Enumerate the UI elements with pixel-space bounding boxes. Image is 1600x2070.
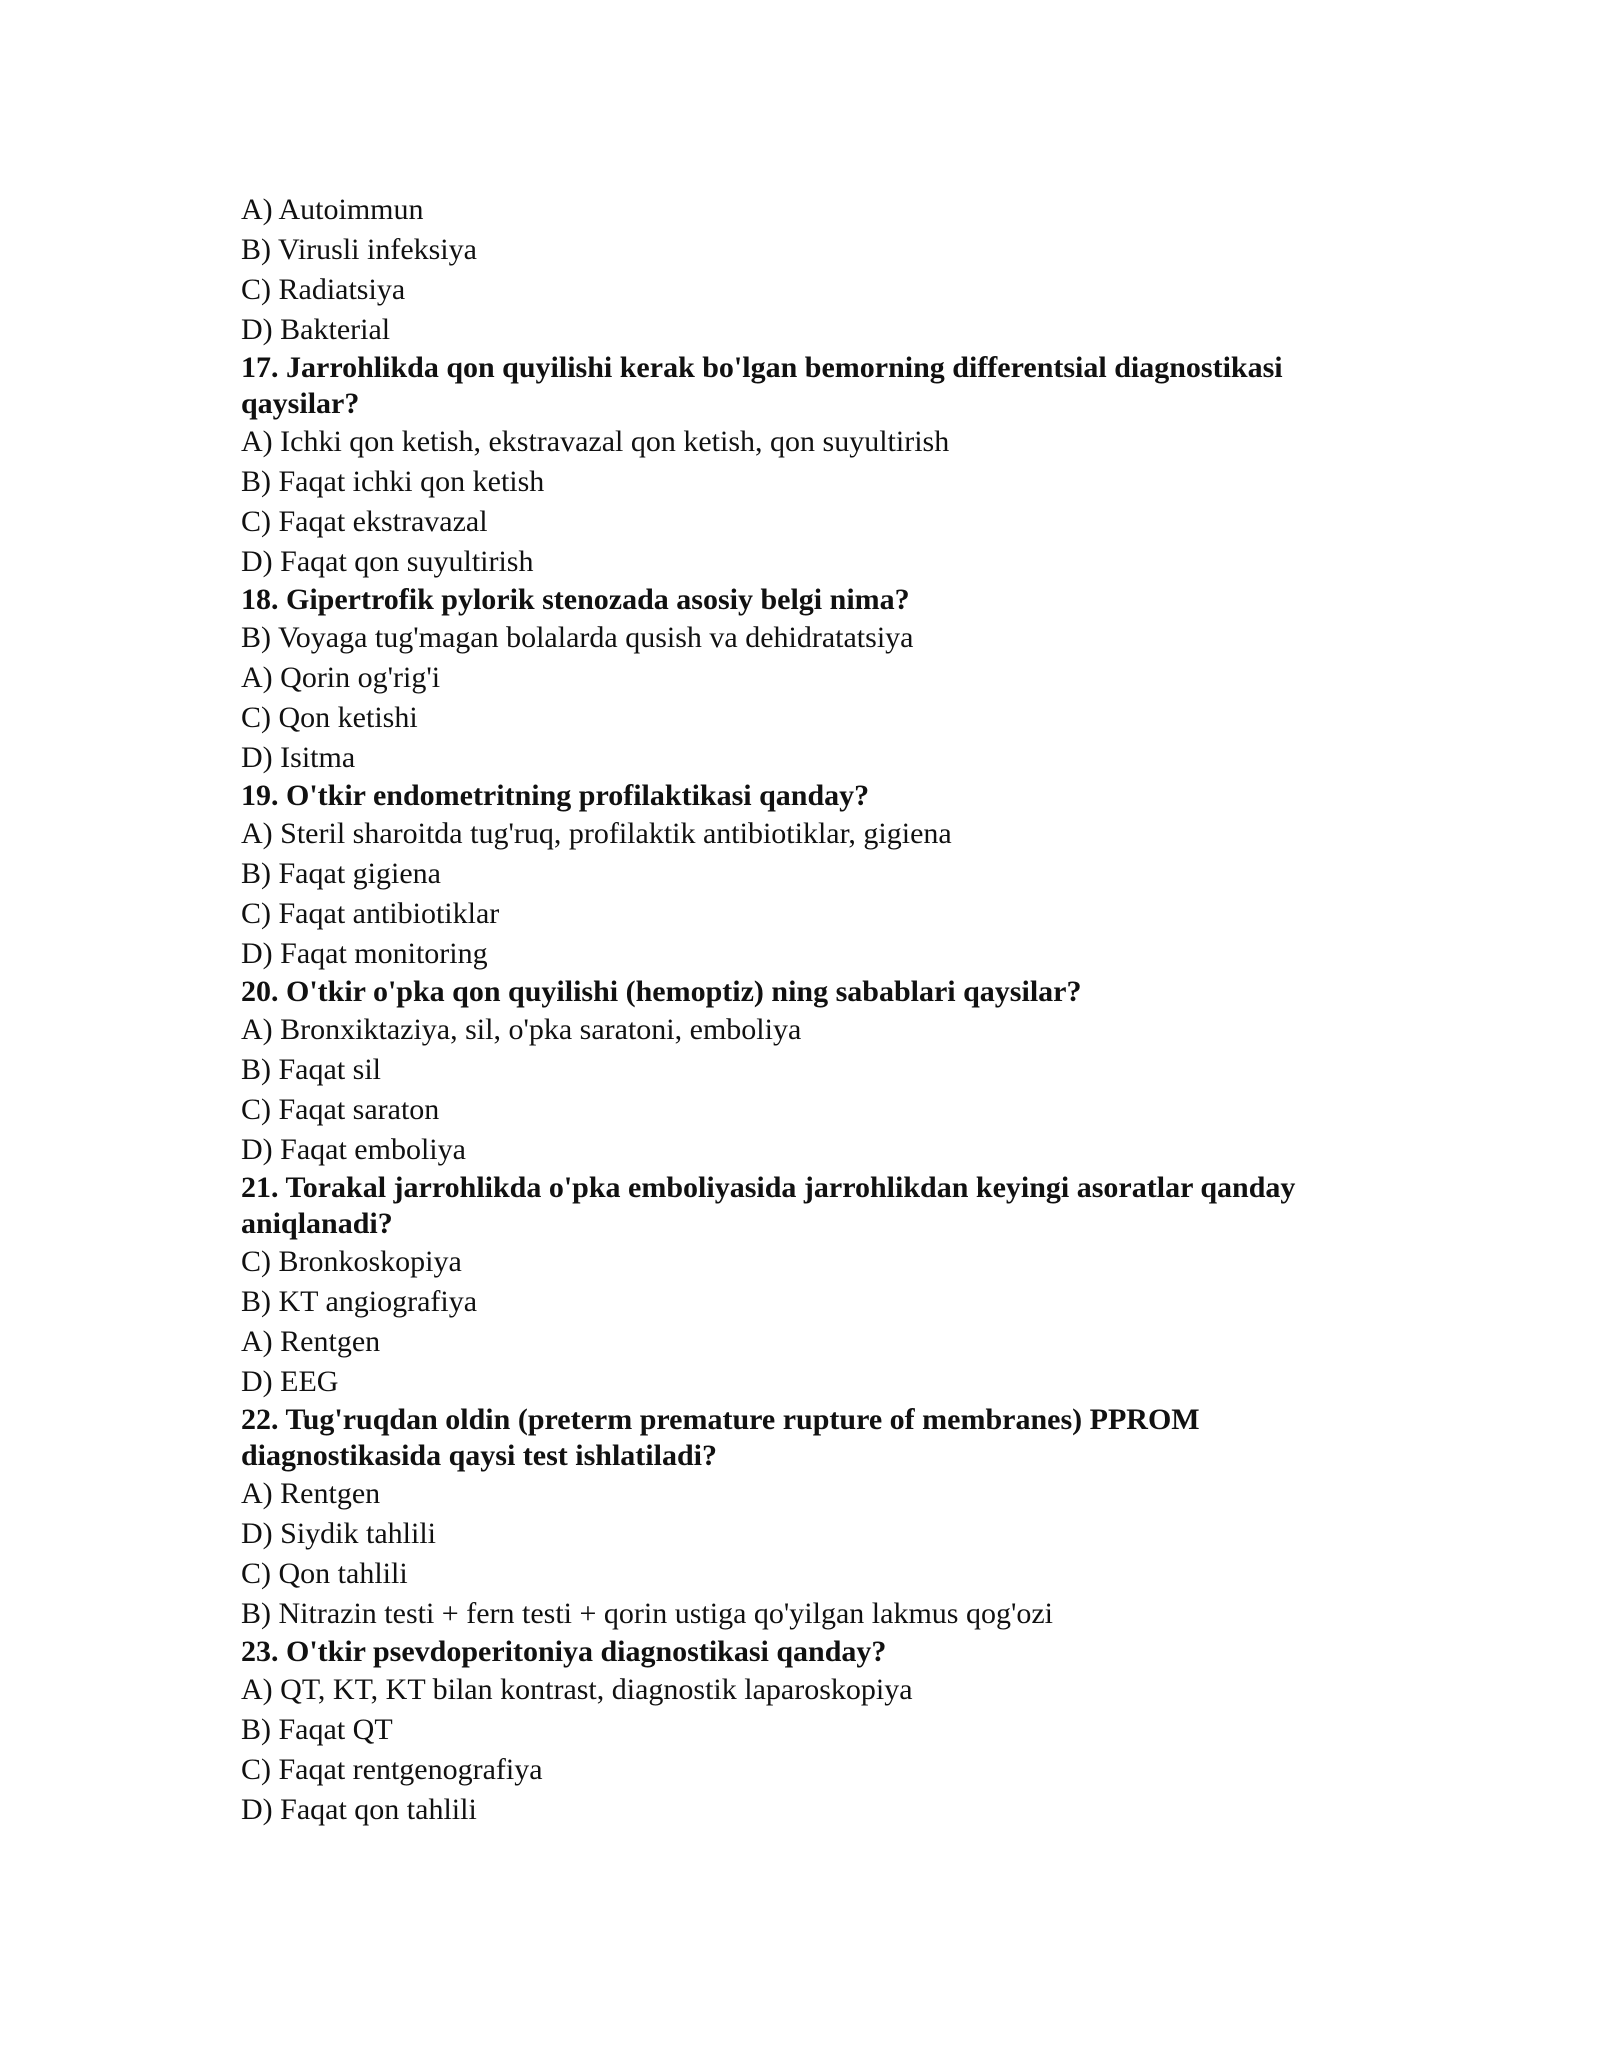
answer-option: C) Bronkoskopiya	[241, 1245, 462, 1278]
question-block	[241, 1170, 1371, 1402]
answer-option: A) Qorin og'rig'i	[241, 661, 441, 694]
answer-option: C) Faqat antibiotiklar	[241, 897, 500, 930]
answer-option: D) EEG	[241, 1365, 339, 1398]
answer-option: D) Bakterial	[241, 313, 391, 346]
answer-option: A) Autoimmun	[241, 193, 424, 226]
answer-option: D) Faqat qon tahlili	[241, 1793, 477, 1826]
answer-option: B) Faqat QT	[241, 1713, 393, 1746]
answer-option: B) KT angiografiya	[241, 1285, 478, 1318]
answer-option: B) Faqat sil	[241, 1053, 381, 1086]
document-page	[241, 190, 1371, 1830]
answer-option: C) Faqat ekstravazal	[241, 505, 488, 538]
question-block	[241, 1402, 1371, 1634]
answer-option: C) Radiatsiya	[241, 273, 406, 306]
question-block	[241, 190, 1371, 350]
answer-option: B) Faqat gigiena	[241, 857, 441, 890]
answer-option: B) Nitrazin testi + fern testi + qorin ustiga qo'yilgan lakmus qog'ozi	[241, 1597, 1054, 1630]
answer-option: A) Rentgen	[241, 1477, 381, 1510]
answer-option: A) Bronxiktaziya, sil, o'pka saratoni, emboliya	[241, 1013, 802, 1046]
answer-option: C) Qon tahlili	[241, 1557, 408, 1590]
answer-option: D) Faqat emboliya	[241, 1133, 466, 1166]
answer-option: A) Rentgen	[241, 1325, 381, 1358]
answer-option: A) Steril sharoitda tug'ruq, profilaktik antibiotiklar, gigiena	[241, 817, 952, 850]
question-block	[241, 974, 1371, 1170]
answer-option: D) Siydik tahlili	[241, 1517, 436, 1550]
answer-option: A) QT, KT, KT bilan kontrast, diagnostik laparoskopiya	[241, 1673, 913, 1706]
question-text: 20. O'tkir o'pka qon quyilishi (hemoptiz) ning sabablari qaysilar?	[241, 975, 1082, 1008]
answer-option: C) Faqat saraton	[241, 1093, 440, 1126]
question-text: 22. Tug'ruqdan oldin (preterm premature rupture of membranes) PPROM diagnostikasida qaysi test ishlatiladi?	[241, 1403, 1200, 1472]
answer-option: C) Qon ketishi	[241, 701, 418, 734]
question-block	[241, 1634, 1371, 1830]
answer-option: C) Faqat rentgenografiya	[241, 1753, 543, 1786]
answer-option: B) Faqat ichki qon ketish	[241, 465, 545, 498]
answer-option: D) Faqat qon suyultirish	[241, 545, 534, 578]
answer-option: D) Isitma	[241, 741, 356, 774]
question-text: 23. O'tkir psevdoperitoniya diagnostikasi qanday?	[241, 1635, 887, 1668]
question-text: 17. Jarrohlikda qon quyilishi kerak bo'lgan bemorning differentsial diagnostikasi qaysilar?	[241, 351, 1283, 420]
answer-option: B) Virusli infeksiya	[241, 233, 477, 266]
question-text: 19. O'tkir endometritning profilaktikasi qanday?	[241, 779, 870, 812]
question-text: 18. Gipertrofik pylorik stenozada asosiy belgi nima?	[241, 583, 910, 616]
question-block	[241, 778, 1371, 974]
answer-option: A) Ichki qon ketish, ekstravazal qon ketish, qon suyultirish	[241, 425, 950, 458]
answer-option: D) Faqat monitoring	[241, 937, 488, 970]
question-block	[241, 350, 1371, 582]
question-block	[241, 582, 1371, 778]
question-text: 21. Torakal jarrohlikda o'pka emboliyasida jarrohlikdan keyingi asoratlar qanday aniqlanadi?	[241, 1171, 1296, 1240]
answer-option: B) Voyaga tug'magan bolalarda qusish va dehidratatsiya	[241, 621, 914, 654]
